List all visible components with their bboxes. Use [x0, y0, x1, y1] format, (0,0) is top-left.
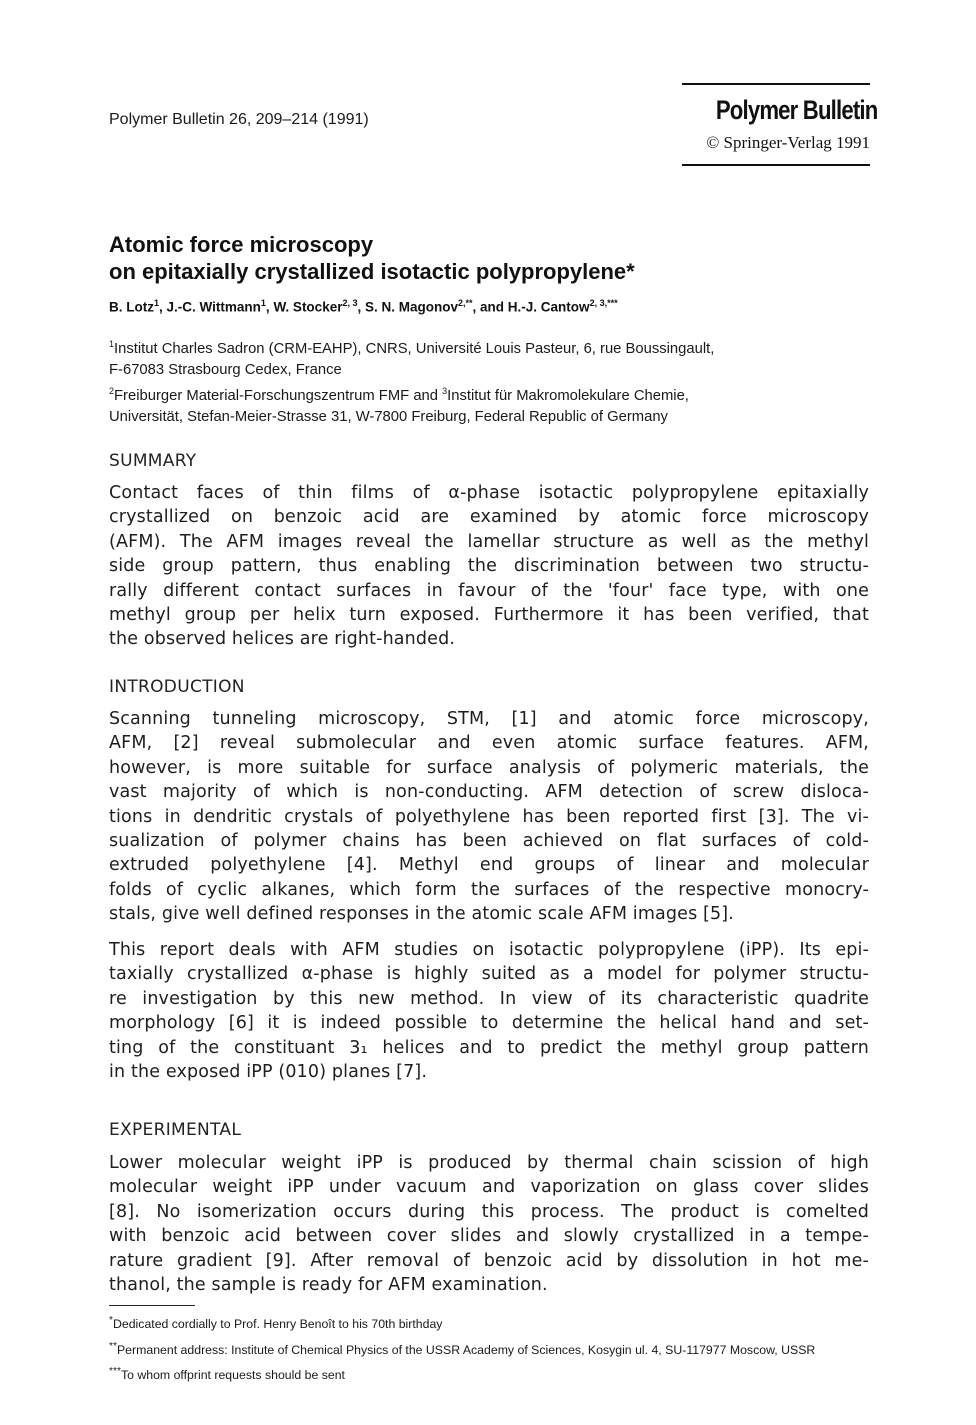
text-line: extruded polyethylene [4]. Methyl end groups of linear and molecular [109, 855, 869, 876]
author-name: J.-C. Wittmann [166, 299, 261, 315]
author-affil-mark: 1 [260, 298, 266, 308]
text-line: Lower molecular weight iPP is produced by thermal chain scission of high [109, 1153, 869, 1173]
affil-mark: 1 [109, 339, 115, 349]
journal-brand-box [682, 83, 878, 166]
introduction-paragraph-2 [109, 938, 869, 1084]
text-line: however, is more suitable for surface analysis of polymeric materials, the [109, 757, 869, 778]
text-line: morphology [6] it is indeed possible to determine the helical hand and set- [109, 1013, 869, 1034]
text-line: molecular weight iPP under vacuum and vaporization on glass cover slides [109, 1177, 869, 1198]
author-name: W. Stocker [273, 299, 343, 315]
footnote-mark: *** [109, 1366, 121, 1378]
text-line: stals, give well defined responses in the atomic scale AFM images [5]. [109, 904, 734, 925]
introduction-heading: INTRODUCTION [109, 677, 245, 697]
text-line: taxially crystallized α-phase is highly suited as a model for polymer structu- [109, 964, 869, 985]
brand-rule-top [682, 83, 870, 85]
footnote [109, 1339, 879, 1359]
introduction-paragraph-1 [109, 707, 869, 927]
author-affil-mark: 2,** [458, 298, 473, 308]
title-line-1: Atomic force microscopy [109, 232, 374, 257]
author-separator: , [357, 299, 365, 315]
affiliation-2-line-1: $^2$Freiburger Material-Forschungszentrum FMF and $^3$Institut für Makromolekulare Chemie, [109, 385, 689, 404]
author-affil-mark: 2, 3,*** [589, 298, 618, 308]
author-separator: , [159, 299, 167, 315]
journal-reference: Polymer Bulletin 26, 209–214 (1991) [109, 111, 369, 128]
author-name: S. N. Magonov [365, 299, 459, 315]
text-line: tions in dendritic crystals of polyethylene has been reported first [3]. The vi- [109, 806, 869, 827]
text-line: [8]. No isomerization occurs during this process. The product is comelted [109, 1201, 869, 1222]
text-line: crystallized on benzoic acid are examined by atomic force microscopy [109, 507, 869, 528]
footnote-text: Dedicated cordially to Prof. Henry Benoît to his 70th birthday [113, 1317, 443, 1332]
text-line: Scanning tunneling microscopy, STM, [1] and atomic force microscopy, [109, 709, 869, 729]
footnote-mark: * [109, 1315, 113, 1326]
text-line: sualization of polymer chains has been achieved on flat surfaces of cold- [109, 831, 869, 852]
affil-mark: 2 [109, 385, 115, 396]
text-line: re investigation by this new method. In view of its characteristic quadrite [109, 988, 869, 1009]
footnote [109, 1313, 879, 1333]
footnotes [109, 1313, 879, 1390]
affiliation-2-line-2: Universität, Stefan-Meier-Strasse 31, W-7800 Freiburg, Federal Republic of Germany [109, 408, 668, 425]
publisher-copyright: © Springer-Verlag 1991 [706, 133, 870, 152]
journal-logo: Polymer Bulletin [715, 95, 878, 125]
footnote-text: To whom offprint requests should be sent [120, 1368, 345, 1383]
experimental-paragraph [109, 1151, 869, 1297]
text-line: with benzoic acid between cover slides and slowly crystallized in a tempe- [109, 1226, 869, 1247]
text-line: side group pattern, thus enabling the discrimination between two structu- [109, 556, 869, 577]
author-name: H.-J. Cantow [507, 299, 590, 315]
text-line: rature gradient [9]. After removal of benzoic acid by dissolution in hot me- [109, 1250, 869, 1271]
text-line: Contact faces of thin films of α-phase isotactic polypropylene epitaxially [109, 483, 869, 503]
affiliation-1-line-1: $^1$Institut Charles Sadron (CRM-EAHP), CNRS, Université Louis Pasteur, 6, rue Boussingault, [109, 339, 715, 357]
footnote-rule [109, 1305, 195, 1306]
text-line: rally different contact surfaces in favour of the 'four' face type, with one [109, 580, 869, 601]
brand-rule-bottom [682, 164, 870, 166]
text-line: vast majority of which is non-conducting. AFM detection of screw disloca- [109, 782, 869, 803]
author-separator: , and [472, 299, 508, 315]
affiliation-1-line-2: F-67083 Strasbourg Cedex, France [109, 361, 342, 378]
text-line: This report deals with AFM studies on isotactic polypropylene (iPP). Its epi- [109, 940, 869, 960]
title-line-2: on epitaxially crystallized isotactic polypropylene* [109, 259, 635, 284]
text-line: (AFM). The AFM images reveal the lamellar structure as well as the methyl [109, 531, 869, 552]
text-line: ting of the constituant 3₁ helices and to predict the methyl group pattern [109, 1037, 869, 1058]
author-affil-mark: 1 [154, 298, 160, 308]
text-line: thanol, the sample is ready for AFM examination. [109, 1275, 548, 1296]
affil-mark: 3 [442, 385, 448, 396]
author-separator: , [265, 299, 274, 315]
text-line: methyl group per helix turn exposed. Furthermore it has been verified, that [109, 605, 869, 626]
footnote-mark: ** [109, 1340, 117, 1352]
summary-heading: SUMMARY [109, 451, 197, 471]
author-name: B. Lotz [109, 299, 154, 315]
author-affil-mark: 2, 3 [342, 298, 358, 308]
text-line: AFM, [2] reveal submolecular and even atomic surface features. AFM, [109, 733, 869, 754]
text-line: in the exposed iPP (010) planes [7]. [109, 1062, 428, 1083]
affiliations [109, 334, 879, 428]
summary-paragraph [109, 481, 869, 652]
footnote-text: Permanent address: Institute of Chemical Physics of the USSR Academy of Sciences, Kosygin ul. 4, SU-117977 Moscow, USSR [116, 1342, 816, 1357]
text-line: folds of cyclic alkanes, which form the surfaces of the respective monocry- [109, 879, 869, 900]
footnote [109, 1364, 879, 1384]
text-line: the observed helices are right-handed. [109, 629, 456, 650]
experimental-heading: EXPERIMENTAL [109, 1120, 242, 1140]
author-list [109, 298, 618, 315]
article-title [109, 231, 635, 285]
